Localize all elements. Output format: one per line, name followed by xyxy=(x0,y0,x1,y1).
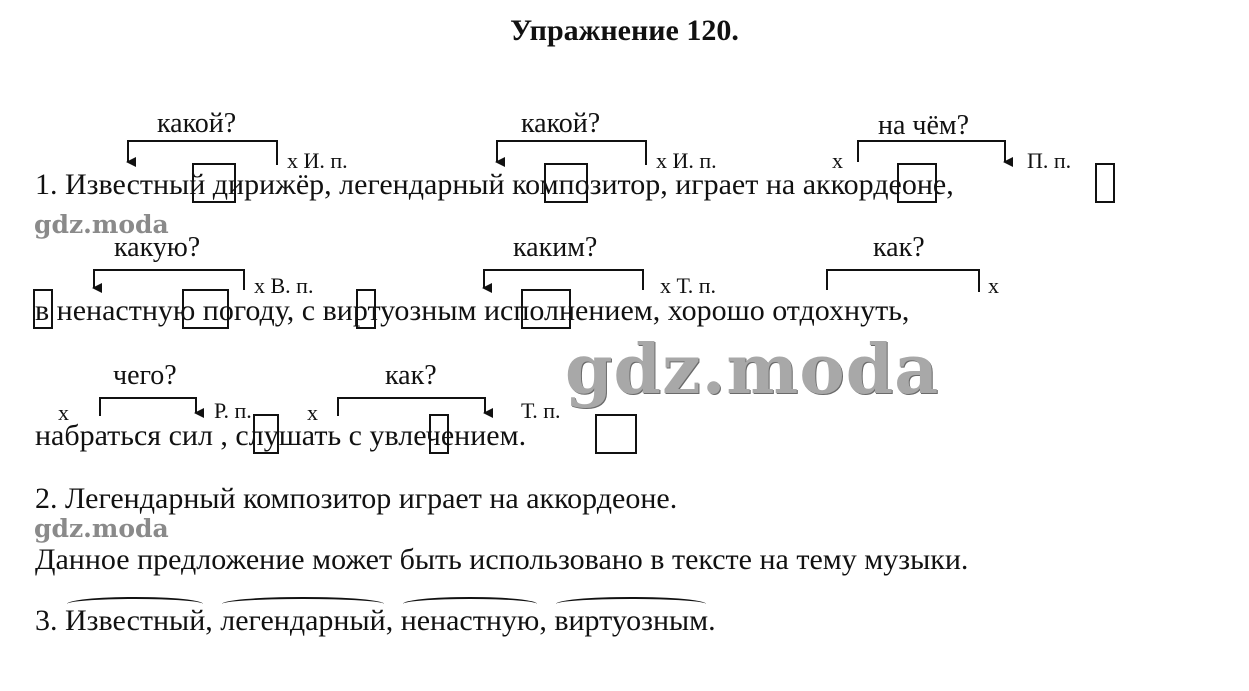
dependency-arrow xyxy=(94,270,244,290)
ending-box xyxy=(596,415,636,453)
dependency-arrow xyxy=(128,141,277,165)
question-label: на чём? xyxy=(878,110,970,141)
dependency-arrow xyxy=(827,270,979,292)
main-word-mark: x xyxy=(58,400,69,425)
main-word-mark: x xyxy=(832,148,843,173)
case-label: Р. п. xyxy=(214,398,252,423)
question-label: как? xyxy=(385,360,437,391)
question-label: чего? xyxy=(113,360,177,391)
phrases-line-2: в ненастную погоду, с виртуозным исполнением, хорошо отдохнуть, xyxy=(35,294,910,327)
case-label: x Т. п. xyxy=(660,273,717,298)
case-label: Т. п. xyxy=(521,398,561,423)
word-with-root-arc: Известный xyxy=(65,604,206,637)
word-with-root-arc: виртуозным xyxy=(554,604,709,637)
question-label: как? xyxy=(873,232,925,263)
exercise-title: Упражнение 120. xyxy=(510,14,739,47)
case-label: x И. п. xyxy=(656,148,717,173)
task-2-comment: Данное предложение может быть использовано в тексте на тему музыки. xyxy=(35,543,969,576)
task-3-line: 3. Известный, легендарный, ненастную, виртуозным. xyxy=(35,604,716,637)
dependency-arrow xyxy=(338,398,485,416)
dependency-arrow xyxy=(858,141,1005,162)
dependency-arrow xyxy=(484,270,643,290)
ending-box xyxy=(1096,164,1114,202)
dependency-arrow xyxy=(100,398,196,416)
phrases-line-3: набраться сил , слушать с увлечением. xyxy=(35,419,527,452)
main-word-mark: x xyxy=(307,400,318,425)
case-label: x В. п. xyxy=(254,273,314,298)
word-with-root-arc: ненастную xyxy=(400,604,540,637)
watermark-small: gdz.moda xyxy=(34,210,169,239)
main-word-mark: x xyxy=(988,273,999,298)
phrases-line-1: 1. Известный дирижёр, легендарный композитор, играет на аккордеоне, xyxy=(35,168,954,201)
case-label: x И. п. xyxy=(287,148,348,173)
watermark-small: gdz.moda xyxy=(34,514,169,543)
question-label: какую? xyxy=(114,232,201,263)
question-label: каким? xyxy=(513,232,598,263)
dependency-arrow xyxy=(497,141,646,165)
task-2-sentence: 2. Легендарный композитор играет на аккордеоне. xyxy=(35,482,678,515)
case-label: П. п. xyxy=(1027,148,1072,173)
word-with-root-arc: легендарный xyxy=(220,604,386,637)
question-label: какой? xyxy=(521,108,601,139)
watermark-big: gdz.moda xyxy=(565,330,940,410)
question-label: какой? xyxy=(157,108,237,139)
task-3-number: 3. xyxy=(35,604,58,637)
